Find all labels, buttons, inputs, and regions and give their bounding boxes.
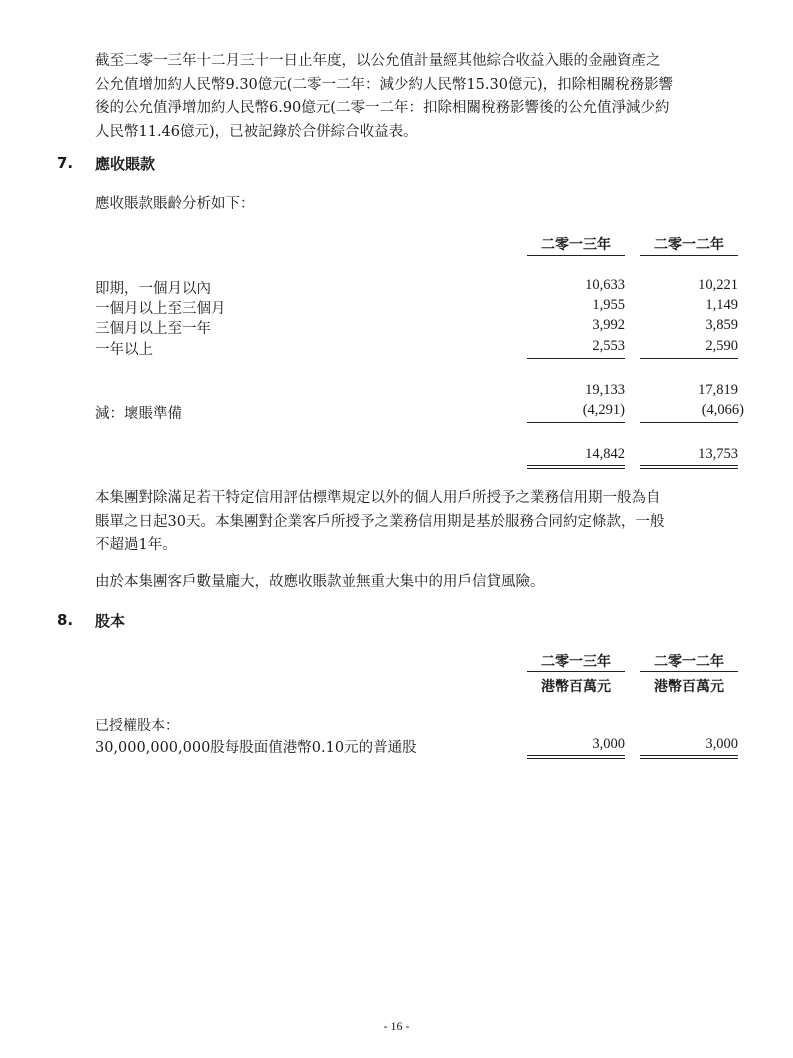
share-capital-2013: 3,000: [592, 736, 625, 752]
section-7-lead: 應收賬款賬齡分析如下：: [95, 196, 255, 212]
subtotal-2012: 17,819: [698, 382, 738, 398]
header-underline: [640, 671, 738, 672]
row-label: 三個月以上至一年: [95, 321, 211, 337]
unit-header-2013: 港幣百萬元: [541, 679, 611, 695]
row-label: 一個月以上至三個月: [95, 301, 226, 317]
row-value-2013: 1,955: [592, 297, 625, 313]
row-label: 一年以上: [95, 342, 153, 358]
less-label: 減：壞賬準備: [95, 406, 182, 422]
header-underline: [527, 255, 625, 256]
intro-paragraph: [95, 50, 745, 144]
header-underline: [527, 671, 625, 672]
row-value-2012: 3,859: [705, 317, 738, 333]
total-2013: 14,842: [585, 446, 625, 462]
section-7-number: 7.: [57, 154, 74, 172]
ordinary-shares-label: 30,000,000,000股每股面值港幣0.10元的普通股: [95, 740, 417, 756]
note-line: 不超過1年。: [95, 537, 177, 553]
double-underline: [640, 755, 738, 759]
intro-line: 後的公允值淨增加約人民幣6.90億元(二零一二年：扣除相關稅務影響後的公允值淨減少約: [95, 100, 670, 116]
subtotal-rule: [527, 358, 625, 359]
col-header-2013: 二零一三年: [541, 654, 611, 670]
total-rule: [527, 422, 625, 423]
row-value-2013: 3,992: [592, 317, 625, 333]
total-2012: 13,753: [698, 446, 738, 462]
total-rule: [640, 422, 738, 423]
note-line: 賬單之日起30天。本集團對企業客戶所授予之業務信用期是基於服務合同約定條款，一般: [95, 513, 665, 530]
col-header-2012: 二零一二年: [654, 237, 724, 253]
row-value-2012: 2,590: [705, 338, 738, 354]
section-8-number: 8.: [57, 611, 74, 629]
double-underline: [527, 755, 625, 759]
subtotal-rule: [640, 358, 738, 359]
section-8-title: 股本: [95, 612, 126, 630]
double-underline: [640, 465, 738, 469]
header-underline: [640, 255, 738, 256]
share-capital-2012: 3,000: [705, 736, 738, 752]
page-number: - 16 -: [383, 1019, 410, 1033]
concentration-note: 由於本集團客戶數量龐大，故應收賬款並無重大集中的用戶信貸風險。: [95, 574, 545, 590]
authorized-capital-label: 已授權股本：: [95, 718, 179, 734]
unit-header-2012: 港幣百萬元: [654, 679, 724, 695]
row-value-2013: 10,633: [585, 277, 625, 293]
intro-line: 人民幣11.46億元)，已被記錄於合併綜合收益表。: [95, 123, 418, 140]
col-header-2013: 二零一三年: [541, 237, 611, 253]
row-value-2013: 2,553: [592, 338, 625, 354]
section-7-title: 應收賬款: [95, 155, 156, 173]
credit-term-note: [95, 487, 745, 558]
less-value-2012: (4,066): [701, 402, 744, 418]
intro-line: 公允值增加約人民幣9.30億元(二零一二年：減少約人民幣15.30億元)，扣除相關稅務影響: [95, 76, 674, 93]
double-underline: [527, 465, 625, 469]
note-line: 本集團對除滿足若干特定信用評估標準規定以外的個人用戶所授予之業務信用期一般為自: [95, 490, 661, 506]
row-value-2012: 1,149: [705, 297, 738, 313]
row-label: 即期，一個月以內: [95, 281, 211, 297]
row-value-2012: 10,221: [698, 277, 738, 293]
subtotal-2013: 19,133: [585, 382, 625, 398]
less-value-2013: (4,291): [582, 402, 625, 418]
intro-line: 截至二零一三年十二月三十一日止年度，以公允值計量經其他綜合收益入賬的金融資產之: [95, 53, 661, 69]
col-header-2012: 二零一二年: [654, 654, 724, 670]
